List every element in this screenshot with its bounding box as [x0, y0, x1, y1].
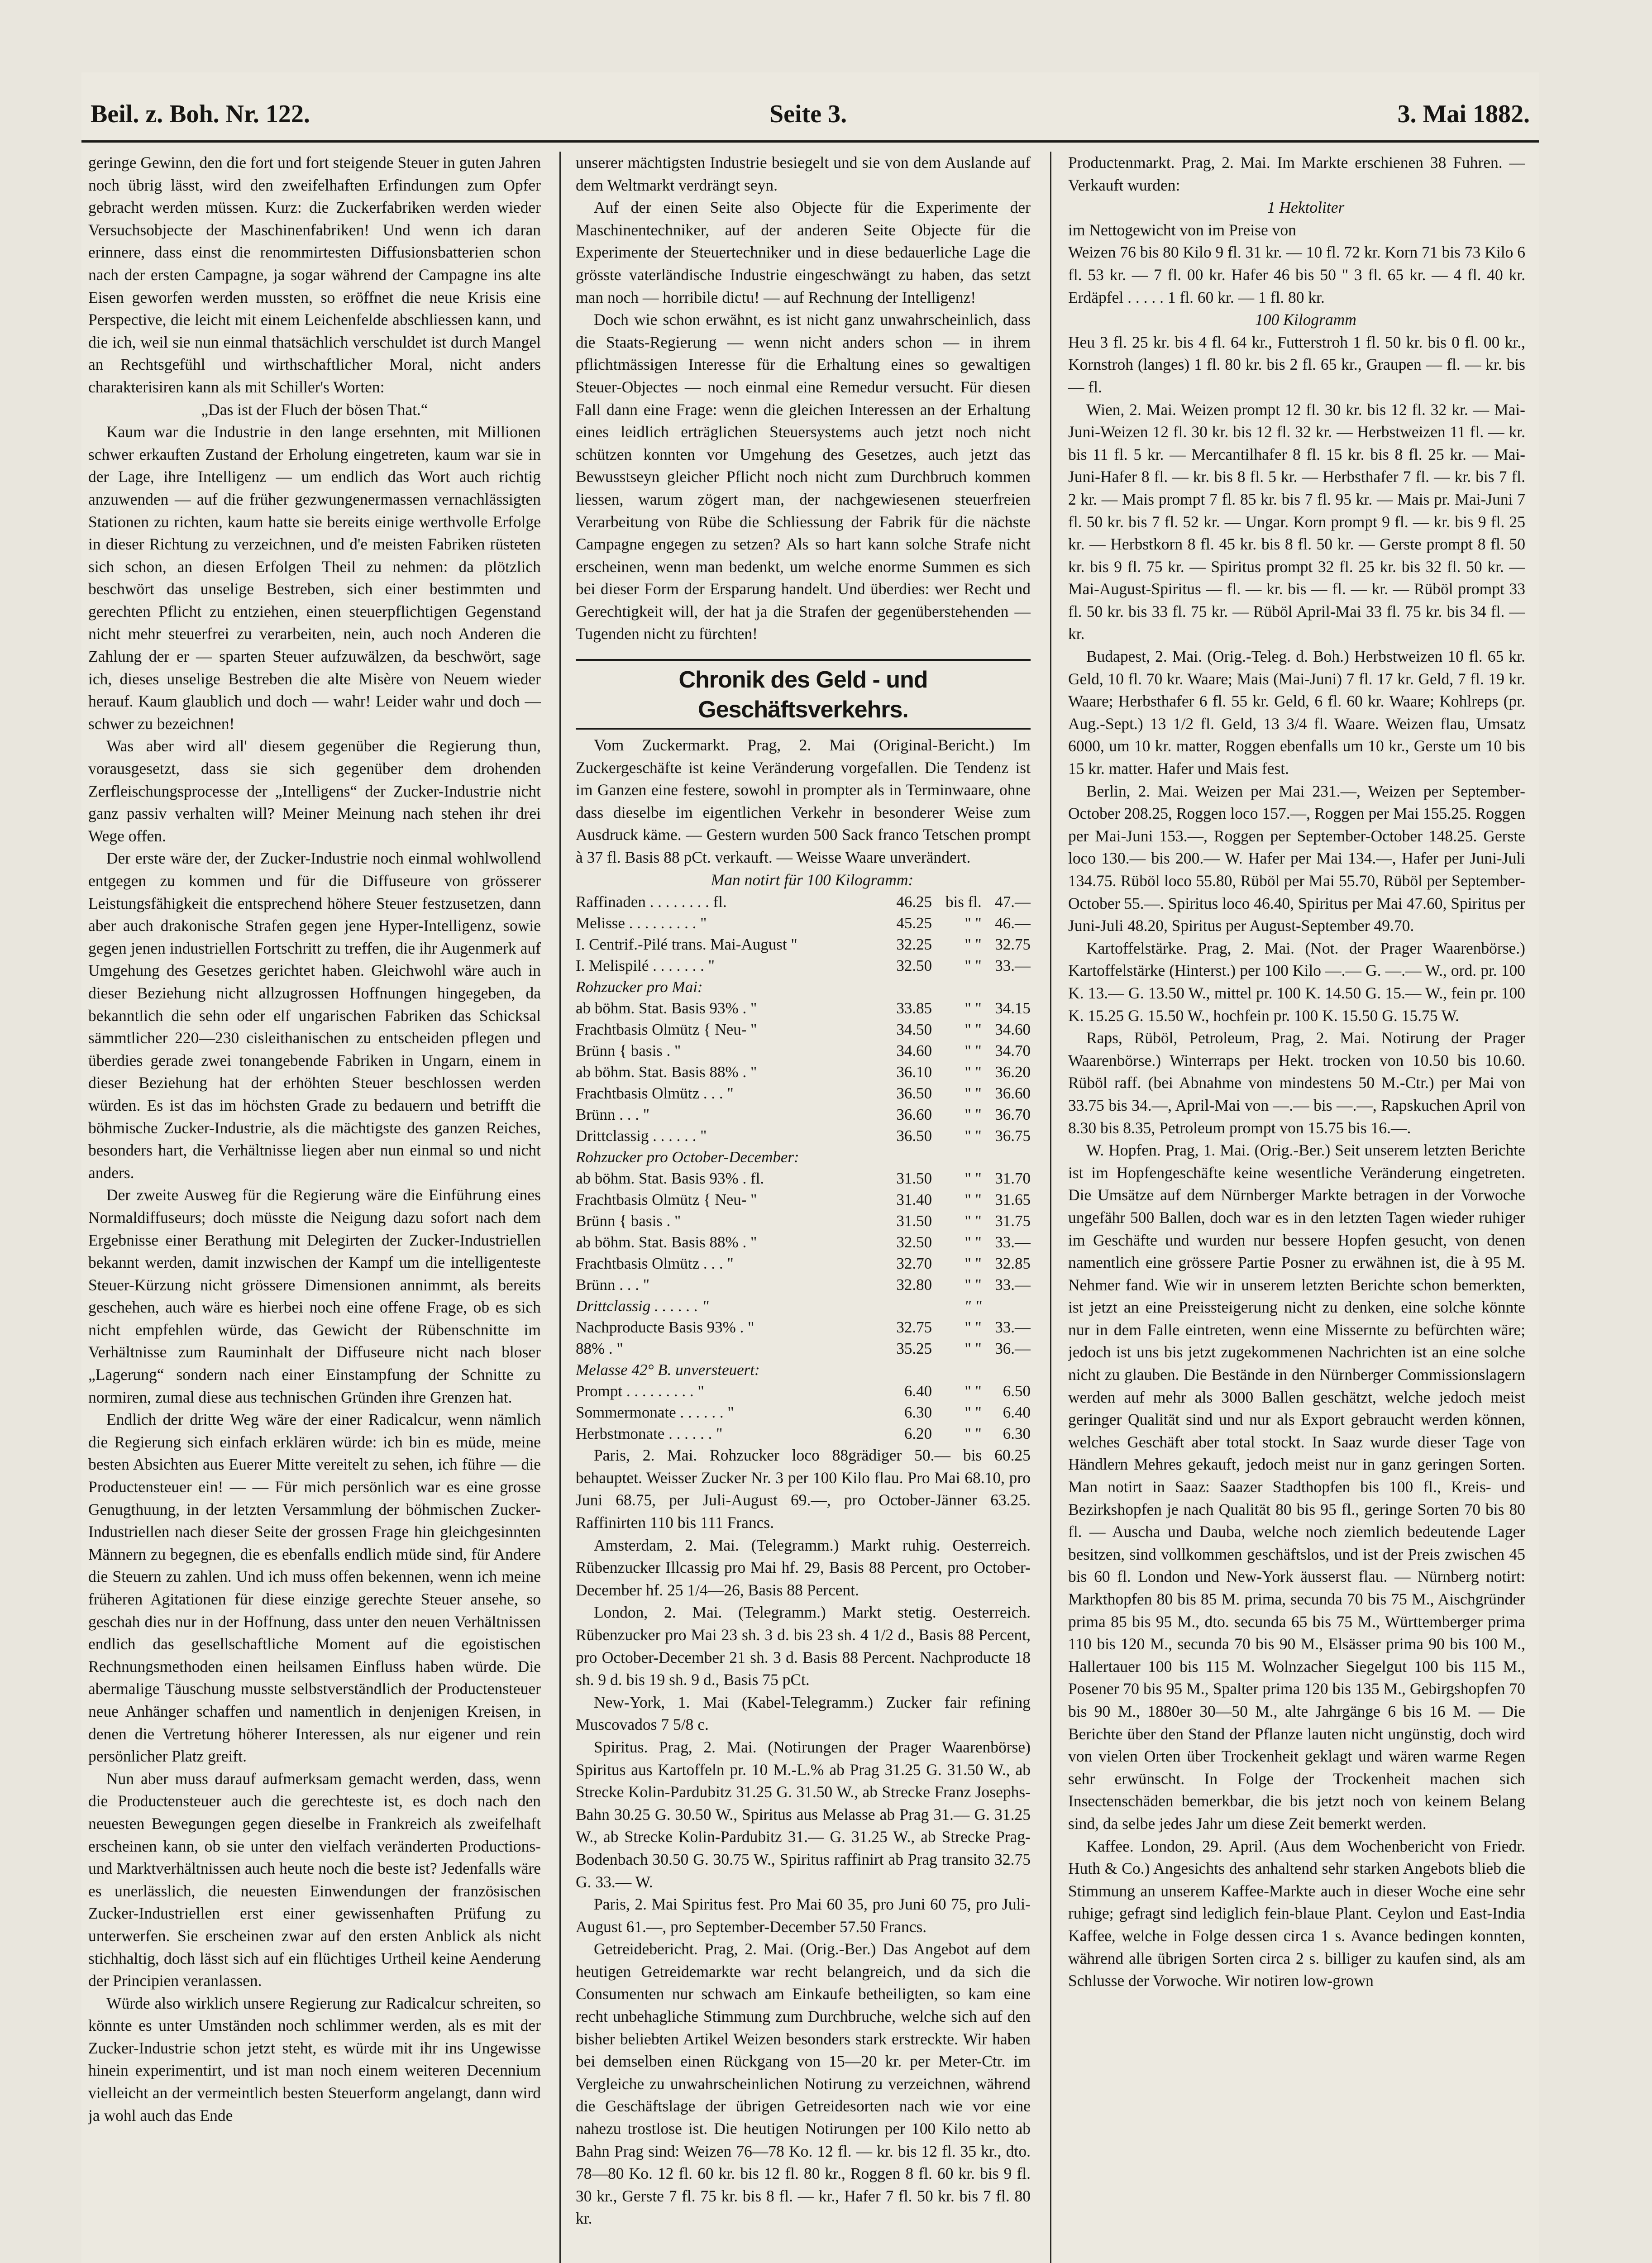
table-cell-mid [932, 976, 982, 998]
column-rule [559, 152, 561, 2263]
table-row [576, 976, 1031, 998]
table-cell-label: ab böhm. Stat. Basis 88% . " [576, 1233, 757, 1251]
table-cell-to [982, 1295, 1031, 1317]
table-cell-mid [932, 1359, 982, 1380]
table-cell-to: 33.— [995, 1233, 1031, 1251]
table-cell-from: 35.25 [896, 1340, 932, 1358]
table-cell-mid: " " [964, 1127, 982, 1145]
table-row [576, 1295, 1031, 1317]
table-cell-mid: " " [964, 1276, 982, 1294]
table-cell-from [883, 1295, 932, 1317]
table-cell-to: 6.40 [1003, 1404, 1031, 1422]
table-cell-from: 31.50 [896, 1170, 932, 1188]
newspaper-page [81, 72, 1539, 2263]
table-cell-label: Brünn { basis . " [576, 1212, 681, 1230]
table-cell-to [982, 1359, 1031, 1380]
table-cell-label: Prompt . . . . . . . . . " [576, 1382, 704, 1400]
table-cell-to: 47.— [995, 893, 1031, 911]
table-cell-mid: " " [964, 1063, 982, 1081]
table-cell-mid: " " [964, 1425, 982, 1443]
table-cell-from: 34.50 [896, 1021, 932, 1039]
table-cell-from: 6.20 [904, 1425, 932, 1443]
paragraph: Würde also wirklich unsere Regierung zur Radicalcur schreiten, so könnte es unter Umständen noch schlimmer werden, als es mit der Zucker-Industrie schon jetzt steht, es würde mit ihr ins Ungewisse hinein experimentirt, und ist man noch einem weiteren Decennium vielleicht an der vermeintlich besten Steuerform angelangt, dann wird ja wohl auch das Ende [88, 1994, 541, 2125]
table-cell-from: 32.70 [896, 1255, 932, 1273]
table-row [576, 1338, 1031, 1359]
table-cell-from: 36.50 [896, 1084, 932, 1103]
table-cell-mid: " " [964, 1191, 982, 1209]
column-left [88, 152, 541, 2263]
table-row [576, 1061, 1031, 1083]
table-row [576, 1040, 1031, 1061]
table-cell-mid: " " [964, 1297, 982, 1315]
section-heading: Chronik des Geld - und Geschäftsverkehrs. [576, 659, 1031, 730]
table-cell-mid: " " [964, 1170, 982, 1188]
table-cell-label: ab böhm. Stat. Basis 88% . " [576, 1063, 757, 1081]
table-cell-mid: " " [964, 1084, 982, 1103]
table-cell-to: 31.65 [995, 1191, 1031, 1209]
table-cell-label: ab böhm. Stat. Basis 93% . " [576, 999, 757, 1017]
table-cell-label: Nachproducte Basis 93% . " [576, 1318, 754, 1337]
table-cell-to: 34.15 [995, 999, 1031, 1017]
table-row [576, 1168, 1031, 1189]
table-cell-label: Brünn . . . " [576, 1276, 650, 1294]
table-row [576, 1189, 1031, 1210]
table-cell-label: Melasse 42° B. unversteuert: [576, 1361, 760, 1379]
table-cell-from: 31.50 [896, 1212, 932, 1230]
table-row [576, 1359, 1031, 1380]
paragraph: Endlich der dritte Weg wäre der einer Radicalcur, wenn nämlich die Regierung sich einfach erklären würde: ich bin es müde, meine besten Absichten aus Euerer Mitte vereitelt zu sehen, ich führe — die Productensteuer ein! — — Für mich persönlich war es eine grosse Genugthuung, in der letzten Versammlung der böhmischen Zucker-Industriellen nach dieser Seite der grossen Frage hin gleichgesinnten Männern zu begegnen, die es ebenfalls endlich müde sind, für Andere die Steuern zu zahlen. Und ich muss offen bekennen, wenn ich meine früheren Agitationen für diese einzige gerechte Steuer ansehe, so geschah dies nur in der Hoffnung, dass unter den neuen Verhältnissen endlich das gesellschaftliche Moment auf die egoistischen Rechnungsmethoden einen heilsamen Einfluss haben würde. Die abermalige Täuschung musste selbstverständlich der Productensteuer neue Anhänger schaffen und namentlich in denjenigen Kreisen, in denen die Vertretung höherer Interessen, als nur eigener und rein persönlicher Platz greift. [88, 1410, 541, 1766]
table-cell-mid: " " [964, 999, 982, 1017]
market-report: Berlin, 2. Mai. Weizen per Mai 231.—, Weizen per September-October 208.25, Roggen loco 157.—, Roggen per Mai 155.25. Roggen per Mai-Juni 153.—, Roggen per September-October 148.25. Gerste loco 130.— bis 200.— W. Hafer per Mai 134.—, Hafer per Juni-Juli 134.75. Rüböl loco 55.80, Rüböl per Mai 55.70, Rüböl per September-October 55.—. Spiritus loco 46.40, Spiritus per Mai 47.60, Spiritus per Juni-Juli 48.20, Spiritus per August-September 49.70. [1068, 782, 1525, 935]
table-cell-to: 31.70 [995, 1170, 1031, 1188]
table-cell-to [982, 976, 1031, 998]
table-cell-label: Rohzucker pro October-December: [576, 1148, 799, 1166]
table-row [576, 934, 1031, 955]
table-row [576, 1253, 1031, 1274]
table-cell-label: I. Melispilé . . . . . . . " [576, 957, 715, 975]
paragraph: Der zweite Ausweg für die Regierung wäre die Einführung eines Normaldiffuseurs; doch müsste die Neigung dazu sofort nach dem Ergebnisse einer Berathung mit Delegirten der Zucker-Industriellen bekannt werden, damit inzwischen der Kampf um die intelligenteste Steuer-Kürzung nicht grössere Dimensionen annimmt, als bereits geschehen, auch wäre es hierbei noch eine offene Frage, ob es sich nicht empfehlen würde, das Gewicht der Rübenschnitte im Verhältnisse zum Rauminhalt der Diffuseure nicht nach bloser „Lagerung“ sondern nach einer Einstampfung der Schnitte zu normiren, zumal diese aus technischen Gründen ihre Grenzen hat. [88, 1186, 541, 1406]
table-cell-from: 32.50 [896, 1233, 932, 1251]
table-cell-from: 36.10 [896, 1063, 932, 1081]
table-cell-to [982, 1146, 1031, 1168]
table-row [576, 1274, 1031, 1295]
table-cell-label: Rohzucker pro Mai: [576, 978, 703, 996]
table-row [576, 1317, 1031, 1338]
table-row [576, 1125, 1031, 1146]
column-right [1068, 152, 1525, 2263]
table-cell-to: 33.— [995, 1318, 1031, 1337]
market-report: Getreidebericht. Prag, 2. Mai. (Orig.-Ber.) Das Angebot auf dem heutigen Getreidemarkte war recht belangreich, und da sich die Consumenten nur schwach am Einkaufe betheiligten, so kam eine recht unbehagliche Stimmung zum Durchbruche, welche sich auf den bisher beliebten Artikel Weizen besonders stark erstreckte. Wir haben bei demselben einen Rückgang von 15—20 kr. per Meter-Ctr. im Vergleiche zu unwahrscheinlichen Notirung zu verzeichnen, während die Geschäftslage der übrigen Getreidesorten nach wie vor eine nahezu trostlose ist. Die heutigen Notirungen per 100 Kilo netto ab Bahn Prag sind: Weizen 76—78 Ko. 12 fl. — kr. bis 12 fl. 35 kr., dto. 78—80 Ko. 12 fl. 60 kr. bis 12 fl. 80 kr., Roggen 8 fl. 60 kr. bis 9 fl. 30 kr., Gerste 7 fl. 75 kr. bis 8 fl. — kr., Hafer 7 fl. 50 kr. bis 7 fl. 80 kr. [576, 1940, 1031, 2228]
table-cell-to: 6.50 [1003, 1382, 1031, 1400]
market-report: Kartoffelstärke. Prag, 2. Mai. (Not. der Prager Waarenbörse.) Kartoffelstärke (Hinterst.) per 100 Kilo —.— G. —.— W., ord. pr. 100 K. 13.— G. 13.50 W., mittel pr. 100 K. 14.50 G. 15.— W., fein pr. 100 K. 15.25 G. 15.50 W., hochfein pr. 100 K. 15.50 G. 15.75 W. [1068, 939, 1525, 1025]
table-cell-from: 45.25 [896, 914, 932, 932]
table-cell-from [883, 976, 932, 998]
table-caption: Man notirt für 100 Kilogramm: [711, 870, 914, 889]
table-cell-from: 31.40 [896, 1191, 932, 1209]
table-cell-mid: " " [964, 1404, 982, 1422]
table-cell-label: Frachtbasis Olmütz . . . " [576, 1255, 734, 1273]
market-report: Spiritus. Prag, 2. Mai. (Notirungen der Prager Waarenbörse) Spiritus aus Kartoffeln pr. 10 M.-L.% ab Prag 31.25 G. 31.50 W., ab Strecke Kolin-Pardubitz 31.25 G. 31.50 W., ab Strecke Franz Josephs-Bahn 30.25 G. 30.50 W., Spiritus aus Melasse ab Prag 31.— G. 31.25 W., ab Strecke Kolin-Pardubitz 31.— G. 31.25 W., ab Strecke Prag-Bodenbach 30.50 G. 30.75 W., Spiritus raffinirt ab Prag transito 32.75 G. 33.— W. [576, 1738, 1031, 1891]
unit-caption: 100 Kilogramm [1255, 310, 1356, 329]
page-header [81, 72, 1539, 143]
table-cell-from: 32.80 [896, 1276, 932, 1294]
market-report: Amsterdam, 2. Mai. (Telegramm.) Markt ruhig. Oesterreich. Rübenzucker Illcassig pro Mai hf. 29, Basis 88 Percent, pro October-December hf. 25 1/4—26, Basis 88 Percent. [576, 1536, 1031, 1599]
market-report: Budapest, 2. Mai. (Orig.-Teleg. d. Boh.) Herbstweizen 10 fl. 65 kr. Geld, 10 fl. 70 kr. Waare; Mais (Mai-Juni) 7 fl. 17 kr. Geld, 7 fl. 19 kr. Waare; Herbsthafer 6 fl. 55 kr. Geld, 6 fl. 60 kr. Waare; Kohlreps (pr. Aug.-Sept.) 13 1/2 fl. Geld, 13 3/4 fl. Waare. Weizen flau, Umsatz 6000, um 10 kr. matter, Roggen ebenfalls um 10 kr., Gerste um 10 bis 15 kr. matter. Hafer und Mais fest. [1068, 647, 1525, 778]
paragraph: Auf der einen Seite also Objecte für die Experimente der Maschinentechniker, auf der anderen Seite Objecte für die Experimente der Steuertechniker und in diese bedauerliche Lage die grösste vaterländische Industrie eingeschwängt zu haben, das setzt man noch — horribile dictu! — auf Rechnung der Intelligenz! [576, 198, 1031, 306]
paragraph: Doch wie schon erwähnt, es ist nicht ganz unwahrscheinlich, dass die Staats-Regierung — wenn nicht anders schon — in ihrem pflichtmässigen Interesse für die Erhaltung eines so gewaltigen Steuer-Objectes — noch einmal eine Remedur versucht. Für diesen Fall dann eine Frage: wenn die gleichen Interessen an der Erhaltung eines leidlich erträglichen Steuersystems auch jetzt noch nicht schützen konnten vor Umgehung des Gesetzes, auch jetzt das Bewusstseyn gleicher Pflicht noch nicht zum Durchbruch kommen liessen, warum zögert man, der nachgewiesenen steuerfreien Verarbeitung von Rübe die Schliessung der Fabrik für die nächste Campagne engegen zu setzen? Als so hart kann solche Strafe nicht erscheinen, wenn man bedenkt, um welche enorme Summen es sich bei dieser Form der Ersparung handelt. Und überdies: wer Recht und Gerechtigkeit will, der hat ja die Strafen der gegenüberstehenden — Tugenden nicht zu fürchten! [576, 310, 1031, 643]
table-cell-mid: " " [964, 1021, 982, 1039]
paragraph: geringe Gewinn, den die fort und fort steigende Steuer in guten Jahren noch übrig lässt, wird den zweifelhaften Erfindungen zum Opfer gebracht werden müssen. Kurz: die Zuckerfabriken werden wieder Versuchsobjecte der Maschinenfabriken! Und wenn ich daran erinnere, dass einst die renommirtesten Diffusionsbatterien schon nach der ersten Campagne, ja sogar während der Campagne ins alte Eisen geworfen werden mussten, so eröffnet die neue Krisis eine Perspective, die leicht mit einem Leichenfelde abschliessen kann, und die ich, weil sie nun einmal thatsächlich verschuldet ist durch Mangel an Rechtsgefühl und wirthschaftlicher Moral, nicht anders charakterisiren kann als mit Schiller's Worten: [88, 153, 541, 396]
table-cell-mid: " " [964, 914, 982, 932]
table-row [576, 1146, 1031, 1168]
table-cell-to: 36.— [995, 1340, 1031, 1358]
sugar-price-table [576, 891, 1031, 1444]
market-report: Wien, 2. Mai. Weizen prompt 12 fl. 30 kr. bis 12 fl. 32 kr. — Mai-Juni-Weizen 12 fl. 30 kr. bis 12 fl. 32 kr. — Herbstweizen 11 fl. — kr. bis 11 fl. 5 kr. — Mercantilhafer 8 fl. 15 kr. bis 8 fl. 25 kr. — Mai-Juni-Hafer 8 fl. — kr. bis 8 fl. 5 kr. — Herbsthafer 7 fl. — kr. bis 7 fl. 2 kr. — Mais prompt 7 fl. 85 kr. bis 7 fl. 95 kr. — Mais pr. Mai-Juni 7 fl. 50 kr. bis 7 fl. 52 kr. — Ungar. Korn prompt 9 fl. — kr. bis 9 fl. 25 kr. — Herbstkorn 8 fl. 45 kr. bis 8 fl. 50 kr. — Gerste prompt 8 fl. 50 kr. bis 9 fl. 75 kr. — Spiritus prompt 32 fl. 25 kr. bis 32 fl. 50 kr. — Mai-August-Spiritus — fl. — kr. bis — fl. — kr. — Rüböl prompt 33 fl. 50 kr. bis 33 fl. 75 kr. — Rüböl April-Mai 33 fl. 75 kr. bis 34 fl. — kr. [1068, 400, 1525, 643]
market-report: Productenmarkt. Prag, 2. Mai. Im Markte erschienen 38 Fuhren. — Verkauft wurden: [1068, 153, 1525, 194]
table-row [576, 1083, 1031, 1104]
market-report: Paris, 2. Mai Spiritus fest. Pro Mai 60 35, pro Juni 60 75, pro Juli-August 61.—, pro September-December 57.50 Francs. [576, 1895, 1031, 1936]
paragraph: Kaum war die Industrie in den lange ersehnten, mit Millionen schwer erkauften Zustand der Erholung eingetreten, kaum war sie in der Lage, ihre Intelligenz — um endlich das Wort auch richtig anzuwenden — auf die früher gezwungenermassen vernachlässigten Stationen zu richten, kaum hatte sie bereits einige werthvolle Erfolge in dieser Richtung zu verzeichnen, und d'e meisten Fabriken rüsteten sich schon, an diesen Erfolgen Theil zu nehmen: da plötzlich beschwört das unselige Bestreben, sich einer bestimmten und gerechten Pflicht zu entziehen, einen steuerpflichtigen Gegenstand nicht mehr steuerfrei zu verarbeiten, nein, auch noch Anderen die Zahlung der er — sparten Steuer aufzuwälzen, da beschwört, sage ich, dieses unselige Bestreben die alte Misère von Neuem wieder herauf. Kaum glaublich und doch — wahr! Leider wahr und doch — schwer zu bezeichnen! [88, 423, 541, 733]
table-cell-label: Raffinaden . . . . . . . . fl. [576, 893, 727, 911]
table-cell-label: Brünn . . . " [576, 1106, 650, 1124]
table-row [576, 1104, 1031, 1125]
unit-caption: 1 Hektoliter [1267, 198, 1345, 217]
table-cell-from [883, 1146, 932, 1168]
table-cell-to: 31.75 [995, 1212, 1031, 1230]
table-cell-to: 36.75 [995, 1127, 1031, 1145]
table-row [576, 1210, 1031, 1232]
table-cell-to: 36.70 [995, 1106, 1031, 1124]
table-cell-from: 34.60 [896, 1042, 932, 1060]
table-row [576, 912, 1031, 934]
table-cell-to: 34.60 [995, 1021, 1031, 1039]
table-cell-label: Drittclassig . . . . . . " [576, 1127, 707, 1145]
table-cell-from [883, 1359, 932, 1380]
table-row [576, 1232, 1031, 1253]
table-row [576, 998, 1031, 1019]
table-cell-mid: " " [964, 1340, 982, 1358]
table-cell-to: 33.— [995, 1276, 1031, 1294]
table-cell-from: 36.50 [896, 1127, 932, 1145]
table-cell-label: Brünn { basis . " [576, 1042, 681, 1060]
table-cell-label: Frachtbasis Olmütz { Neu- " [576, 1191, 757, 1209]
column-middle [576, 152, 1031, 2263]
table-cell-from: 32.50 [896, 957, 932, 975]
table-cell-mid: " " [964, 1212, 982, 1230]
supplement-number: Beil. z. Boh. Nr. 122. [91, 100, 310, 128]
page-number: Seite 3. [769, 100, 847, 128]
price-list: Weizen 76 bis 80 Kilo 9 fl. 31 kr. — 10 fl. 72 kr. Korn 71 bis 73 Kilo 6 fl. 53 kr. — 7 fl. 00 kr. Hafer 46 bis 50 " 3 fl. 65 kr. — 4 fl. 40 kr. Erdäpfel . . . . . 1 fl. 60 kr. — 1 fl. 80 kr. [1068, 243, 1525, 306]
table-cell-from: 36.60 [896, 1106, 932, 1124]
table-cell-from: 33.85 [896, 999, 932, 1017]
table-cell-label: Herbstmonate . . . . . . " [576, 1425, 723, 1443]
table-row [576, 1423, 1031, 1444]
market-report: Raps, Rüböl, Petroleum, Prag, 2. Mai. Notirung der Prager Waarenbörse.) Winterraps per Hekt. trocken von 10.50 bis 10.60. Rüböl raff. (bei Abnahme von mindestens 50 M.-Ctr.) per Mai von 33.75 bis 34.—, April-Mai von —.— bis —.—, Rapskuchen April von 8.30 bis 8.35, Petroleum prompt von 15.75 bis 16.—. [1068, 1029, 1525, 1137]
table-cell-from: 6.40 [904, 1382, 932, 1400]
table-row [576, 1019, 1031, 1040]
table-cell-mid: " " [964, 1106, 982, 1124]
table-cell-to: 32.85 [995, 1255, 1031, 1273]
table-cell-from: 46.25 [896, 893, 932, 911]
table-cell-from: 32.25 [896, 936, 932, 954]
table-cell-label: I. Centrif.-Pilé trans. Mai-August " [576, 936, 797, 954]
paragraph: Was aber wird all' diesem gegenüber die Regierung thun, vorausgesetzt, dass sie sich gegenüber dem drohenden Zerfleischungsprocesse der „Intelligens“ der Zucker-Industrie nicht ganz passiv verhalten will? Meiner Meinung nach stehen ihr drei Wege offen. [88, 737, 541, 845]
table-cell-label: Frachtbasis Olmütz . . . " [576, 1084, 734, 1103]
market-report: Kaffee. London, 29. April. (Aus dem Wochenbericht von Friedr. Huth & Co.) Angesichts des anhaltend sehr starken Angebots blieb die Stimmung an unserem Kaffee-Markte auch in dieser Woche eine sehr ruhige; gefragt sind lediglich fein-blaue Plant. Ceylon und East-India Kaffee, welche in Folge dessen circa 1 s. Avance bedingen konnten, während alle übrigen Sorten circa 2 s. billiger zu kaufen sind, als am Schlusse der Vorwoche. Wir notiren low-grown [1068, 1837, 1525, 1990]
price-list: Heu 3 fl. 25 kr. bis 4 fl. 64 kr., Futterstroh 1 fl. 50 kr. bis 0 fl. 00 kr., Kornstroh (langes) 1 fl. 80 kr. bis 2 fl. 65 kr., Graupen — fl. — kr. bis — fl. [1068, 333, 1525, 396]
table-cell-mid: " " [964, 1233, 982, 1251]
table-row [576, 1380, 1031, 1402]
table-cell-to: 34.70 [995, 1042, 1031, 1060]
paragraph: unserer mächtigsten Industrie besiegelt und sie von dem Auslande auf dem Weltmarkt verdrängt seyn. [576, 153, 1031, 194]
paragraph: Der erste wäre der, der Zucker-Industrie noch einmal wohlwollend entgegen zu kommen und für die Diffuseure von grösserer Leistungsfähigkeit die entsprechend höhere Steuer festzusetzen, dann aber auch drakonische Strafen gegen jene Hyper-Intelligenz, sowie gegen jenen industriellen Fortschritt zu treffen, die ihr Augenmerk auf Umgehung des Gesetzes gerichtet haben. Gleichwohl wäre auch in dieser Beziehung nicht allzugrossen Hoffnungen hingegeben, da bekanntlich die sehn oder elf ungarischen Fabriken das Schicksal sämmtlicher 220—230 cisleithanischen zu entscheiden pflegen und überdies gerade zwei tonangebende Fabriken in Ungarn, einem in dieser Beziehung hat der erhöhten Steuer beschlossen werden würden. Es ist das im höchsten Grade zu bedauern und betrifft die böhmische Zucker-Industrie, als die mächtigste des ganzen Reiches, besonders hart, die Verhältnisse liegen aber nun einmal so und nicht anders. [88, 849, 541, 1182]
table-cell-label: Drittclassig . . . . . . " [576, 1297, 709, 1315]
table-cell-mid: " " [964, 1382, 982, 1400]
table-cell-to: 36.20 [995, 1063, 1031, 1081]
table-cell-mid: " " [964, 936, 982, 954]
table-cell-label: 88% . " [576, 1340, 623, 1358]
table-cell-mid: " " [964, 1255, 982, 1273]
table-cell-label: ab böhm. Stat. Basis 93% . fl. [576, 1170, 764, 1188]
table-cell-label: Frachtbasis Olmütz { Neu- " [576, 1021, 757, 1039]
market-report-sugar: Vom Zuckermarkt. Prag, 2. Mai (Original-Bericht.) Im Zuckergeschäfte ist keine Veränderung vorgefallen. Die Tendenz ist im Ganzen eine festere, sowohl in prompter als in Terminwaare, ohne dass dieselbe im eigentlichen Verkehr in besonderer Weise zum Ausdruck käme. — Gestern wurden 500 Sack franco Tetschen prompt à 37 fl. Basis 88 pCt. verkauft. — Weisse Waare unverändert. [576, 736, 1031, 867]
table-row [576, 1402, 1031, 1423]
paragraph: Nun aber muss darauf aufmerksam gemacht werden, dass, wenn die Productensteuer auch die gerechteste ist, es doch nach den neuesten Bewegungen gegen dieselbe in Frankreich als zweifelhaft erscheinen kann, ob sie unter den vielfach veränderten Productions- und Marktverhältnissen auch heute noch die beste ist? Jedenfalls wäre es unerlässlich, die neuesten Einwendungen der französischen Zucker-Industriellen erst einer gewissenhaften Prüfung zu unterwerfen. Sie erscheinen zwar auf den ersten Anblick als nicht stichhaltig, doch lässt sich auf ein flüchtiges Urtheil keine Aenderung der Principien veranlassen. [88, 1769, 541, 1990]
table-cell-mid [932, 1146, 982, 1168]
table-cell-to: 46.— [995, 914, 1031, 932]
market-report: London, 2. Mai. (Telegramm.) Markt stetig. Oesterreich. Rübenzucker pro Mai 23 sh. 3 d. bis 23 sh. 4 1/2 d., Basis 88 Percent, pro October-December 21 sh. 3 d. Basis 88 Percent. Nachproducte 18 sh. 9 d. bis 19 sh. 9 d., Basis 75 pCt. [576, 1603, 1031, 1689]
column-rule [1050, 152, 1051, 2263]
table-cell-from: 6.30 [904, 1404, 932, 1422]
market-report: W. Hopfen. Prag, 1. Mai. (Orig.-Ber.) Seit unserem letzten Berichte ist im Hopfengeschäfte keine wesentliche Veränderung eingetreten. Die Umsätze auf dem Nürnberger Markte betragen in der Vorwoche ungefähr 500 Ballen, doch war es in den letzten Tagen wieder ruhiger im Geschäfte und wurden nur bessere Hopfen gesucht, von denen namentlich eine grössere Partie Posner zu erwähnen ist, die à 95 M. Nehmer fand. Wie wir in unserem letzten Berichte schon bemerkten, ist jetzt an eine Preissteigerung nicht zu denken, eine solche könnte nur in dem Falle eintreten, wenn eine Missernte zu befürchten wäre; jedoch ist uns bis jetzt zugekommenen Nachrichten ist an eine solche nicht zu glauben. Die Bestände in den Nürnberger Commissionslagern werden auf mehr als 3000 Ballen geschätzt, welche jedoch meist geringer Qualität sind und nur als Export gebraucht werden können, welches Geschäft aber total stockt. In Saaz wurde dieser Tage von Händlern Mehres gekauft, jedoch meist nur in ganz geringen Sorten. Man notirt in Saaz: Saazer Stadthopfen bis 100 fl., Kreis- und Bezirkshopfen je nach Qualität 80 bis 95 fl., geringe Sorten 70 bis 80 fl. — Auscha und Dauba, welche noch ziemlich bedeutende Lager besitzen, sind vollkommen geschäftslos, und ist der Preis zwischen 45 bis 60 fl. London und New-York äusserst flau. — Nürnberg notirt: Markthopfen 80 bis 85 M. prima, secunda 70 bis 75 M., Aischgründer prima 85 bis 95 M., dto. secunda 65 bis 75 M., Württemberger prima 110 bis 120 M., secunda 70 bis 90 M., Elsässer prima 90 bis 100 M., Hallertauer 100 bis 115 M. Wolnzacher Siegelgut 100 bis 115 M., Posener 70 bis 95 M., Spalter prima 120 bis 135 M., Gebirgshopfen 70 bis 90 M., 1880er 30—50 M., alte Jahrgänge 6 bis 16 M. — Die Berichte über den Stand der Pflanze lauten nicht ungünstig, doch wird von vielen Orten über Trockenheit geklagt und wären warme Regen sehr erwünscht. In Folge der Trockenheit machen sich Insectenschäden bemerkbar, die bis jetzt noch von keinem Belang sind, da selbe jedes Jahr um diese Zeit bemerkt werden. [1068, 1141, 1525, 1833]
table-cell-from: 32.75 [896, 1318, 932, 1337]
issue-date: 3. Mai 1882. [1397, 100, 1530, 128]
market-report: Paris, 2. Mai. Rohzucker loco 88grädiger 50.— bis 60.25 behauptet. Weisser Zucker Nr. 3 per 100 Kilo flau. Pro Mai 68.10, pro Juni 68.75, per Juli-August 69.—, pro October-Jänner 63.25. Raffinirten 110 bis 111 Francs. [576, 1446, 1031, 1532]
table-cell-to: 36.60 [995, 1084, 1031, 1103]
table-row [576, 955, 1031, 976]
market-report: New-York, 1. Mai (Kabel-Telegramm.) Zucker fair refining Muscovados 7 5/8 c. [576, 1693, 1031, 1734]
table-cell-to: 33.— [995, 957, 1031, 975]
table-row [576, 891, 1031, 912]
quotation: „Das ist der Fluch der bösen That.“ [201, 400, 428, 419]
table-cell-mid: " " [964, 1042, 982, 1060]
table-cell-to: 32.75 [995, 936, 1031, 954]
table-cell-to: 6.30 [1003, 1425, 1031, 1443]
table-cell-mid: " " [964, 1318, 982, 1337]
table-cell-label: Melisse . . . . . . . . . " [576, 914, 707, 932]
table-cell-mid: bis fl. [945, 893, 982, 911]
table-cell-label: Sommermonate . . . . . . " [576, 1404, 734, 1422]
table-cell-mid: " " [964, 957, 982, 975]
price-header: im Nettogewicht von im Preise von [1068, 220, 1296, 239]
